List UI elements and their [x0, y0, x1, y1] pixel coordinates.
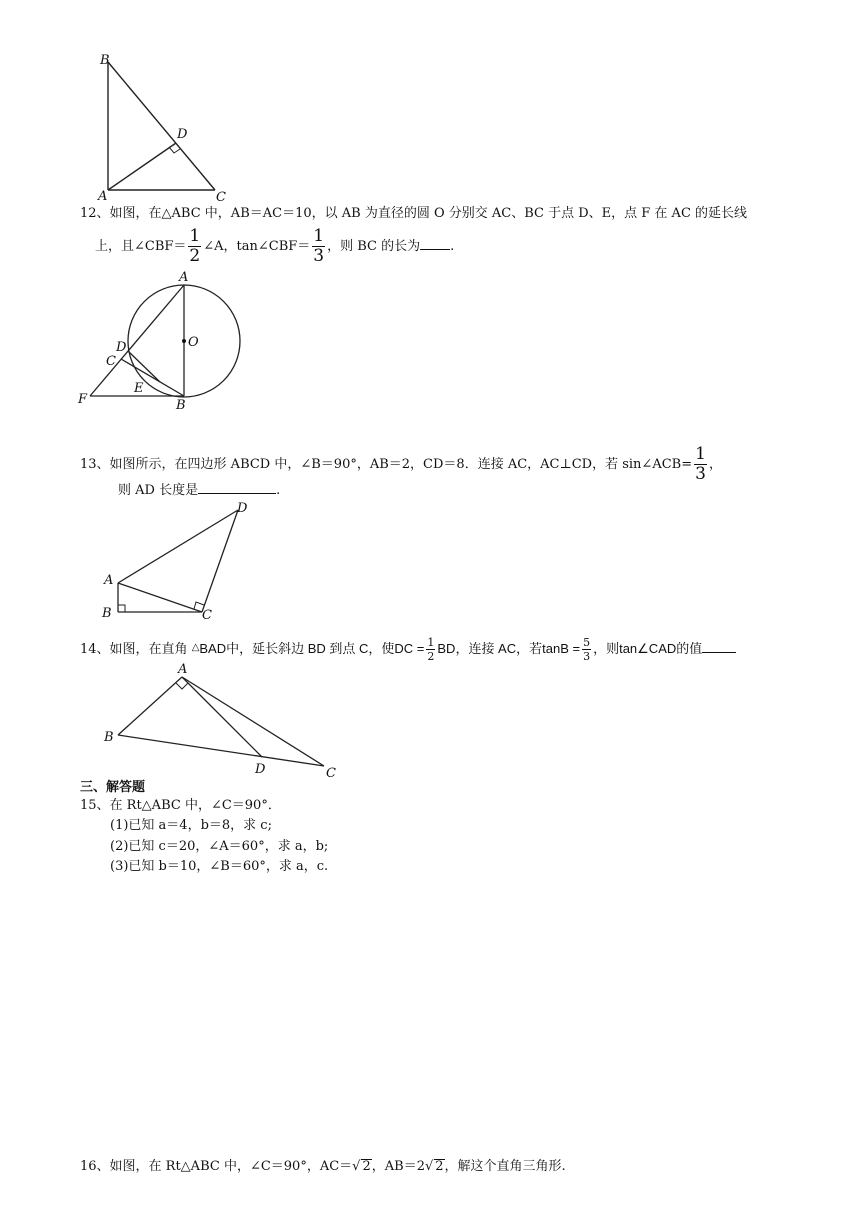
q16-line	[80, 1158, 566, 1176]
label-d: D	[116, 340, 127, 355]
fraction-denominator: 3	[313, 246, 325, 266]
q14-part-b: BAD中，延长斜边 BD 到点 C，使	[199, 641, 395, 656]
q14-line	[80, 637, 736, 662]
label-c: C	[106, 354, 116, 369]
q15-sub2: (2)已知 c＝20，∠A＝60°，求 a，b;	[110, 839, 329, 854]
label-c: C	[326, 766, 336, 781]
fraction-numerator: 1	[695, 444, 706, 464]
section-title: 三、解答题	[80, 780, 146, 795]
fraction-numerator: 1	[189, 226, 201, 246]
q15-sub1: (1)已知 a＝4，b＝8，求 c;	[110, 818, 272, 833]
sqrt-sign: √	[352, 1159, 361, 1174]
q16-part-c: ，解这个直角三角形.	[444, 1159, 566, 1174]
q16-part-b: ，AB＝2	[371, 1159, 425, 1174]
label-b: B	[102, 606, 112, 621]
label-b: B	[100, 53, 110, 68]
sqrt-radicand: 2	[435, 1159, 444, 1174]
q14-tanb: tanB =	[542, 641, 581, 656]
q13-line2-b: .	[276, 483, 281, 498]
fraction-denominator: 2	[189, 246, 201, 266]
q14-part-c: ，则tan∠CAD的值	[593, 641, 703, 656]
q14-part-a: 14、如图，在直角	[80, 642, 188, 657]
sqrt-sign: √	[424, 1159, 434, 1174]
q14-fraction-1	[426, 637, 435, 662]
q14-dc: DC =	[394, 641, 425, 656]
figure-q14	[96, 660, 356, 785]
label-b: B	[176, 398, 186, 413]
label-a: A	[104, 573, 114, 588]
q13-line1-a: 13、如图所示，在四边形 ABCD 中，∠B＝90°，AB＝2，CD＝8．连接 AC，AC⊥CD，若 sin∠ACB=	[80, 457, 693, 472]
q16-part-a: 16、如图，在 Rt△ABC 中，∠C＝90°，AC＝	[80, 1159, 353, 1174]
label-a: A	[178, 662, 188, 677]
fraction-numerator: 1	[427, 636, 435, 649]
fraction-denominator: 3	[583, 650, 591, 663]
label-c: C	[202, 608, 212, 623]
q13-fraction	[694, 446, 707, 483]
fraction-numerator: 5	[583, 636, 591, 649]
q15-sub3: (3)已知 b＝10，∠B＝60°，求 a，c.	[110, 859, 329, 874]
q14-bd: BD，连接 AC，若	[437, 641, 543, 656]
q12-line2-a: 上，且∠CBF＝	[95, 239, 187, 254]
q12-fraction-2	[312, 228, 325, 265]
label-c: C	[216, 190, 226, 205]
fraction-numerator: 1	[313, 226, 325, 246]
figure-q11	[88, 48, 248, 208]
answer-blank[interactable]	[702, 652, 736, 653]
label-e: E	[134, 381, 144, 396]
answer-blank[interactable]	[420, 249, 450, 250]
q12-line2-b: ∠A，tan∠CBF＝	[203, 239, 311, 254]
q14-fraction-2	[582, 637, 591, 662]
q15-line1: 15、在 Rt△ABC 中，∠C＝90°．	[80, 798, 281, 813]
label-b: B	[104, 730, 114, 745]
label-d: D	[237, 501, 248, 516]
triangle-symbol: △	[191, 642, 200, 653]
label-o: O	[188, 335, 199, 350]
answer-blank[interactable]	[198, 493, 276, 494]
q12-line1: 12、如图，在△ABC 中，AB＝AC＝10，以 AB 为直径的圆 O 分别交 AC、BC 于点 D、E，点 F 在 AC 的延长线	[80, 206, 748, 221]
figure-q12	[72, 265, 252, 415]
sqrt-radicand: 2	[362, 1159, 371, 1174]
fraction-denominator: 2	[427, 650, 435, 663]
q12-fraction-1	[188, 228, 201, 265]
q12-line2-d: .	[450, 239, 455, 254]
q13-line1-b: ，	[708, 457, 722, 472]
q13-line2-a: 则 AD 长度是	[118, 483, 199, 498]
q12-line2-c: ，则 BC 的长为	[327, 239, 421, 254]
label-d: D	[177, 127, 188, 142]
q13-line1	[80, 446, 722, 483]
fraction-denominator: 3	[695, 464, 706, 484]
figure-q13	[96, 498, 266, 623]
label-a: A	[98, 189, 108, 204]
label-f: F	[78, 392, 88, 407]
label-d: D	[255, 762, 266, 777]
q12-line2	[95, 228, 454, 265]
label-a: A	[179, 270, 189, 285]
